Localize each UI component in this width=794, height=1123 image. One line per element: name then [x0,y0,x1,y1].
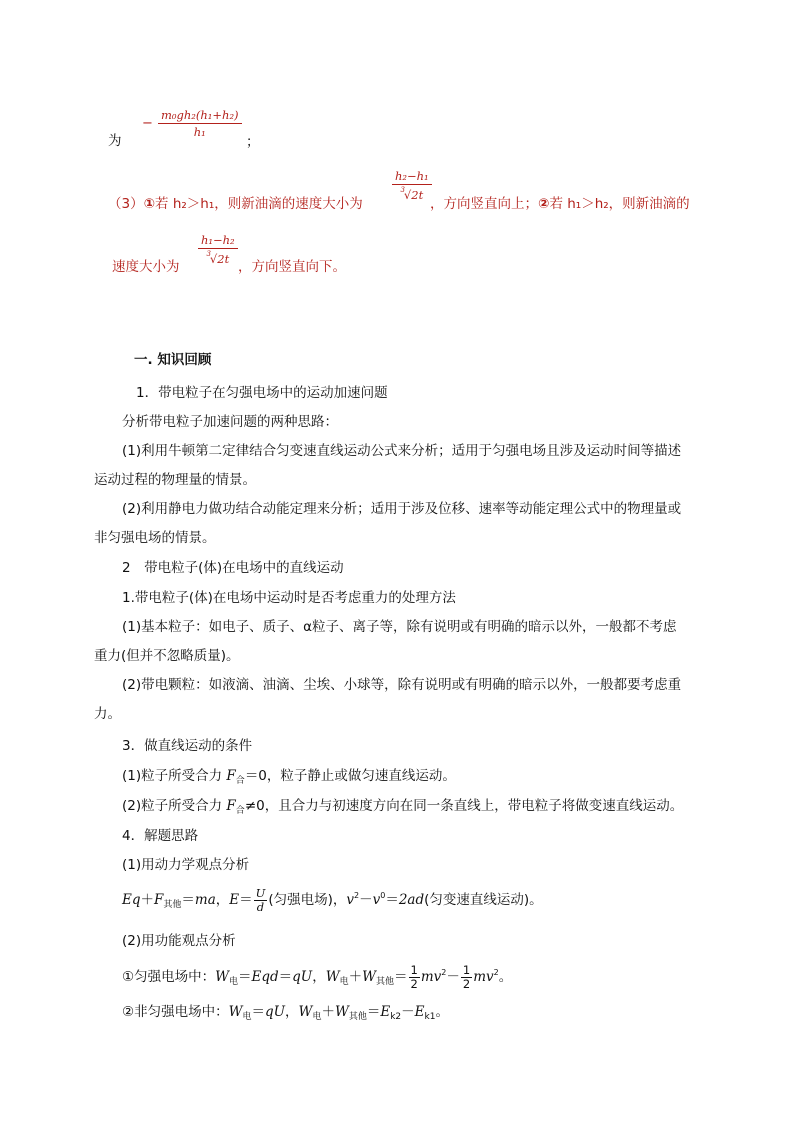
s1-p1-line1: (1)利用牛顿第二定律结合匀变速直线运动公式来分析；适用于匀强电场且涉及运动时间等描述 [122,443,682,459]
s1-p2-line1: (2)利用静电力做功结合动能定理来分析；适用于涉及位移、速率等动能定理公式中的物理量或 [122,501,682,517]
fraction-numerator: h₂−h₁ [392,169,432,185]
fraction-denominator [400,185,423,202]
fraction-numerator: m₀gh₂(h₁+h₂) [158,108,242,124]
answer-line2-fraction [392,169,432,202]
s2-p2-line2: 力。 [94,706,121,722]
fraction [158,108,242,139]
s2-title: 2 带电粒子(体)在电场中的直线运动 [122,560,344,576]
s3-p1: (1)粒子所受合力 $F_合=0$，粒子静止或做匀速直线运动。 [122,768,456,786]
answer-line3-fraction [198,233,238,266]
root-index: 3 [400,186,405,194]
answer-line2 [108,194,363,214]
s3-title: 3．做直线运动的条件 [122,738,253,754]
equation-uniform-field: ①匀强电场中：$W_电=Eqd=qU$，$W_电+W_{其他}=$ $\frac{1}{2}$ $mv^2-$ $\frac{1}{2}$ $mv^2$。 [122,962,513,991]
answer-line1-suffix: ； [246,134,260,150]
s3-p2: (2)粒子所受合力 $F_合\ne 0$，且合力与初速度方向在同一条直线上，带电粒子将做变速直线运动。 [122,798,684,816]
answer-line2-rest [430,194,690,214]
fraction-half: $\frac{1}{2}$ [410,962,418,991]
part-number: （3） [108,196,144,212]
root-body: √2t [209,252,230,266]
fraction [198,233,238,266]
fraction-denominator: h₁ [193,125,206,139]
fraction-denominator [206,249,229,266]
case-2-text: 若 h₁＞h₂，则新油滴的 [549,196,690,212]
s1-p2-line2: 非匀强电场的情景。 [94,530,216,546]
fraction-numerator: h₁−h₂ [198,233,238,249]
s2-p2-line1: (2)带电颗粒：如液滴、油滴、尘埃、小球等，除有说明或有明确的暗示以外，一般都要考虑重 [122,677,682,693]
s1-p1-line2: 运动过程的物理量的情景。 [94,472,256,488]
case-1-text: 若 h₂＞h₁，则新油滴的速度大小为 [155,196,363,212]
equation-nonuniform-field: ②非匀强电场中：$W_电=qU$，$W_电+W_{其他}=E_{k2}-E_{k1}$。 [122,1004,449,1022]
fraction-half: $\frac{1}{2}$ [462,962,471,991]
answer-line1-fraction [142,108,242,139]
s4-p1: (1)用动力学观点分析 [122,857,250,873]
fraction [392,169,432,202]
circled-2: ② [538,196,550,212]
circled-1: ① [143,196,156,212]
negative-sign: − [142,116,153,131]
answer-line3-prefix: 速度大小为 [112,259,180,275]
answer-line1-prefix: 为 [108,133,122,149]
s4-p2: (2)用功能观点分析 [122,933,236,949]
answer-line3-suffix: ，方向竖直向下。 [238,259,346,275]
s4-title: 4．解题思路 [122,828,199,844]
root-index: 3 [206,250,211,258]
root-body: √2t [403,188,424,202]
fraction-u-over-d: $\frac{U}{d}$ [255,885,266,914]
s2-p1-line1: (1)基本粒子：如电子、质子、α粒子、离子等，除有说明或有明确的暗示以外，一般都不考虑 [122,619,677,635]
s1-intro: 分析带电粒子加速问题的两种思路： [122,414,338,430]
direction-up-text: ，方向竖直向上； [430,196,538,212]
equation-dynamics: $Eq+F_{其他}=ma$，E＝ $\frac{U}{d}$ (匀强电场)，$v^2-v^0=2ad$(匀变速直线运动)。 [122,885,543,914]
s1-title: 1．带电粒子在匀强电场中的运动加速问题 [136,385,388,401]
s2-sub: 1.带电粒子(体)在电场中运动时是否考虑重力的处理方法 [122,590,456,606]
s2-p1-line2: 重力(但并不忽略质量)。 [94,648,240,664]
section-heading: 一. 知识回顾 [134,352,212,368]
